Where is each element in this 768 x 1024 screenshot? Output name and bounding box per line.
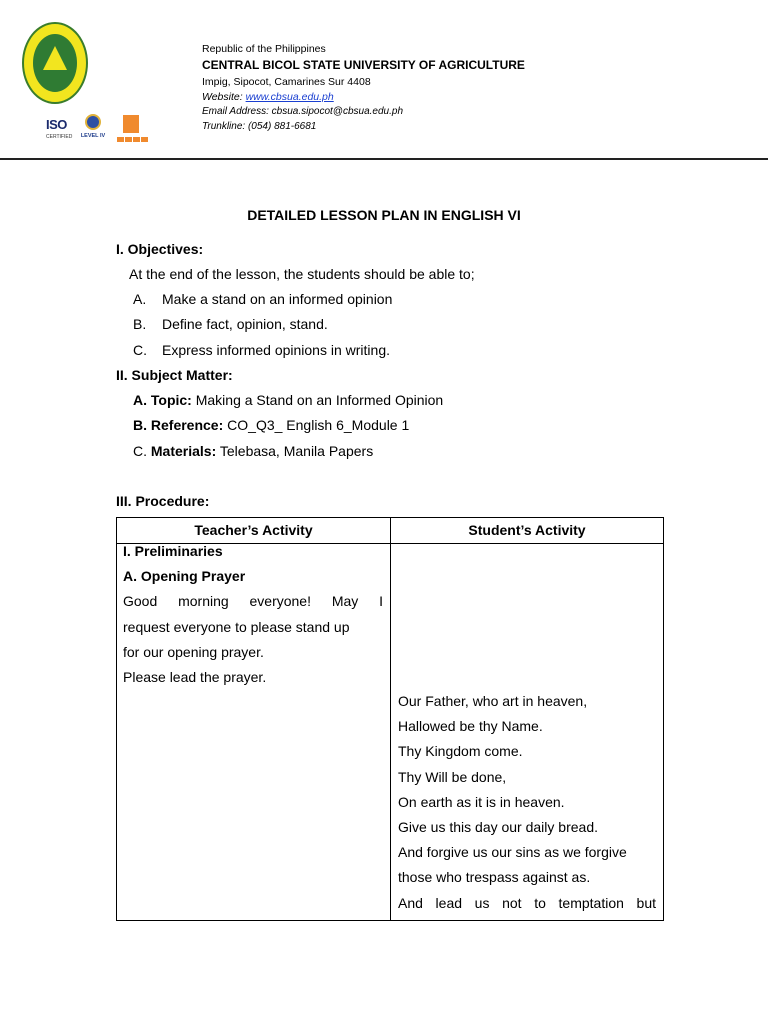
student-activity-line: And forgive us our sins as we forgive (398, 844, 627, 861)
teacher-activity-line: request everyone to please stand up (123, 618, 350, 635)
teacher-activity-line: for our opening prayer. (123, 643, 264, 660)
objective-letter: B. (133, 316, 147, 332)
objective-letter: C. (133, 342, 147, 358)
objective-item: Express informed opinions in writing. (162, 342, 390, 358)
objective-letter: A. (133, 291, 147, 307)
student-activity-line: Thy Will be done, (398, 768, 507, 785)
student-activity-line: Thy Kingdom come. (398, 743, 523, 760)
student-activity-line: those who trespass against as. (398, 869, 591, 886)
teacher-activity-header: Teacher’s Activity (194, 522, 313, 538)
subject-matter-heading: II. Subject Matter: (116, 367, 233, 383)
university-seal-icon (22, 22, 88, 104)
student-activity-line: Hallowed be thy Name. (398, 718, 543, 735)
objective-item: Define fact, opinion, stand. (162, 316, 328, 332)
letterhead-divider (0, 158, 768, 160)
letterhead-address: Impig, Sipocot, Camarines Sur 4408 (202, 76, 371, 88)
teacher-activity-cell (123, 539, 383, 690)
website-link[interactable]: www.cbsua.edu.ph (245, 91, 334, 103)
level-iv-accreditation-icon: LEVEL IV (80, 114, 106, 150)
teacher-activity-line: Good morning everyone! May I (123, 593, 383, 610)
letterhead-website: Website: www.cbsua.edu.ph (202, 91, 334, 103)
objectives-intro: At the end of the lesson, the students should be able to; (129, 266, 475, 282)
document-title: DETAILED LESSON PLAN IN ENGLISH VI (247, 207, 521, 223)
student-activity-line: On earth as it is in heaven. (398, 793, 565, 810)
teacher-activity-line: A. Opening Prayer (123, 568, 246, 585)
procedure-heading: III. Procedure: (116, 493, 210, 509)
topic-line: A. Topic: Making a Stand on an Informed Opinion (133, 392, 444, 408)
letterhead-email: Email Address: cbsua.sipocot@cbsua.edu.ph (202, 106, 404, 117)
student-activity-line: And lead us not to temptation but (398, 894, 656, 911)
letterhead-university: CENTRAL BICOL STATE UNIVERSITY OF AGRICULTURE (202, 58, 525, 72)
student-activity-header: Student’s Activity (468, 522, 586, 538)
qs-stars-icon (117, 115, 149, 149)
reference-line: B. Reference: CO_Q3_ English 6_Module 1 (133, 417, 410, 433)
teacher-activity-line: I. Preliminaries (123, 543, 223, 559)
objective-item: Make a stand on an informed opinion (162, 291, 393, 307)
procedure-table (116, 517, 664, 921)
iso-certified-icon: ISO CERTIFIED (46, 117, 73, 140)
materials-line: C. Materials: Telebasa, Manila Papers (133, 443, 374, 459)
letterhead-trunkline: Trunkline: (054) 881-6681 (202, 121, 317, 132)
student-activity-line: Our Father, who art in heaven, (398, 693, 588, 709)
teacher-activity-line: Please lead the prayer. (123, 669, 267, 686)
student-activity-cell (398, 689, 656, 916)
table-column-divider (390, 518, 391, 920)
objectives-heading: I. Objectives: (116, 241, 204, 257)
letterhead-country: Republic of the Philippines (202, 43, 326, 55)
student-activity-line: Give us this day our daily bread. (398, 819, 598, 836)
